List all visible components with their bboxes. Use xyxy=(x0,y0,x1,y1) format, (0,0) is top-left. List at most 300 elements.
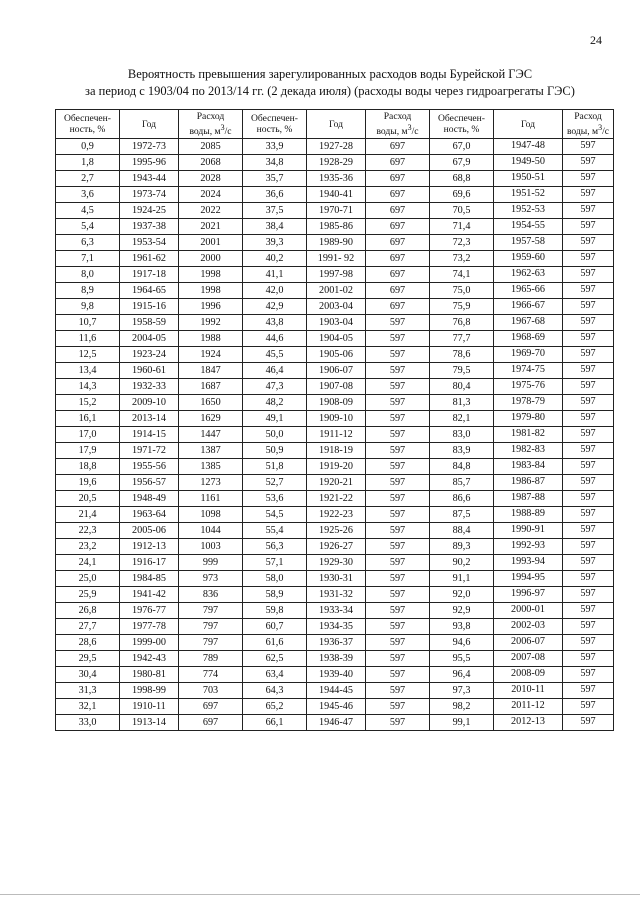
year-cell: 1967-68 xyxy=(494,315,563,331)
probability-cell: 16,1 xyxy=(56,411,120,427)
table-row xyxy=(56,715,614,731)
probability-cell: 90,2 xyxy=(430,555,494,571)
table-row xyxy=(56,587,614,603)
probability-cell: 69,6 xyxy=(430,187,494,203)
table-row xyxy=(56,427,614,443)
probability-cell: 45,5 xyxy=(243,347,307,363)
year-cell: 1988-89 xyxy=(494,507,563,523)
flow-cell: 1687 xyxy=(179,379,243,395)
flow-cell: 697 xyxy=(366,299,430,315)
probability-cell: 46,4 xyxy=(243,363,307,379)
flow-cell: 597 xyxy=(366,331,430,347)
table-row xyxy=(56,459,614,475)
year-cell: 1931-32 xyxy=(307,587,366,603)
probability-cell: 33,0 xyxy=(56,715,120,731)
flow-cell: 597 xyxy=(366,363,430,379)
probability-cell: 74,1 xyxy=(430,267,494,283)
year-cell: 1918-19 xyxy=(307,443,366,459)
probability-cell: 96,4 xyxy=(430,667,494,683)
table-row xyxy=(56,235,614,251)
flow-cell: 697 xyxy=(366,235,430,251)
flow-cell: 1447 xyxy=(179,427,243,443)
probability-cell: 99,1 xyxy=(430,715,494,731)
year-cell: 1934-35 xyxy=(307,619,366,635)
year-cell: 1923-24 xyxy=(120,347,179,363)
flow-cell: 597 xyxy=(563,283,614,299)
probability-cell: 64,3 xyxy=(243,683,307,699)
year-cell: 1961-62 xyxy=(120,251,179,267)
probability-cell: 44,6 xyxy=(243,331,307,347)
probability-cell: 35,7 xyxy=(243,171,307,187)
header-flow: Расход воды, $м^3/с$ xyxy=(179,110,243,139)
flow-cell: 1650 xyxy=(179,395,243,411)
table-row xyxy=(56,651,614,667)
flow-cell: 2085 xyxy=(179,139,243,155)
flow-cell: 1098 xyxy=(179,507,243,523)
flow-cell: 597 xyxy=(366,443,430,459)
flow-cell: 597 xyxy=(563,443,614,459)
year-cell: 1974-75 xyxy=(494,363,563,379)
flow-cell: 973 xyxy=(179,571,243,587)
probability-cell: 18,8 xyxy=(56,459,120,475)
table-row xyxy=(56,635,614,651)
flow-cell: 1161 xyxy=(179,491,243,507)
year-cell: 1994-95 xyxy=(494,571,563,587)
year-cell: 1947-48 xyxy=(494,139,563,155)
probability-cell: 8,0 xyxy=(56,267,120,283)
year-cell: 2011-12 xyxy=(494,699,563,715)
flow-cell: 597 xyxy=(366,635,430,651)
probability-cell: 86,6 xyxy=(430,491,494,507)
probability-cell: 31,3 xyxy=(56,683,120,699)
probability-cell: 72,3 xyxy=(430,235,494,251)
probability-cell: 3,6 xyxy=(56,187,120,203)
year-cell: 1975-76 xyxy=(494,379,563,395)
table-row xyxy=(56,683,614,699)
table-row xyxy=(56,443,614,459)
probability-cell: 97,3 xyxy=(430,683,494,699)
flow-cell: 597 xyxy=(366,315,430,331)
year-cell: 2002-03 xyxy=(494,619,563,635)
flow-cell: 597 xyxy=(563,187,614,203)
year-cell: 1991- 92 xyxy=(307,251,366,267)
flow-cell: 697 xyxy=(366,155,430,171)
year-cell: 1905-06 xyxy=(307,347,366,363)
flow-cell: 697 xyxy=(366,219,430,235)
flow-cell: 1998 xyxy=(179,283,243,299)
year-cell: 1938-39 xyxy=(307,651,366,667)
year-cell: 1992-93 xyxy=(494,539,563,555)
flow-cell: 597 xyxy=(366,411,430,427)
flow-cell: 597 xyxy=(563,411,614,427)
probability-cell: 24,1 xyxy=(56,555,120,571)
year-cell: 1981-82 xyxy=(494,427,563,443)
table-row xyxy=(56,347,614,363)
probability-cell: 23,2 xyxy=(56,539,120,555)
flow-cell: 597 xyxy=(366,427,430,443)
year-cell: 2007-08 xyxy=(494,651,563,667)
probability-cell: 54,5 xyxy=(243,507,307,523)
year-cell: 1999-00 xyxy=(120,635,179,651)
flow-cell: 2024 xyxy=(179,187,243,203)
table-row xyxy=(56,475,614,491)
probability-cell: 37,5 xyxy=(243,203,307,219)
probability-cell: 70,5 xyxy=(430,203,494,219)
year-cell: 1922-23 xyxy=(307,507,366,523)
flow-cell: 999 xyxy=(179,555,243,571)
flow-cell: 597 xyxy=(366,539,430,555)
probability-cell: 39,3 xyxy=(243,235,307,251)
probability-cell: 68,8 xyxy=(430,171,494,187)
flow-cell: 597 xyxy=(366,395,430,411)
year-cell: 1993-94 xyxy=(494,555,563,571)
flow-cell: 597 xyxy=(563,699,614,715)
probability-cell: 14,3 xyxy=(56,379,120,395)
year-cell: 1916-17 xyxy=(120,555,179,571)
table-row xyxy=(56,139,614,155)
header-year: Год xyxy=(494,110,563,139)
flow-cell: 597 xyxy=(563,683,614,699)
year-cell: 1985-86 xyxy=(307,219,366,235)
year-cell: 1941-42 xyxy=(120,587,179,603)
probability-cell: 55,4 xyxy=(243,523,307,539)
flow-cell: 597 xyxy=(563,603,614,619)
probability-cell: 26,8 xyxy=(56,603,120,619)
table-row xyxy=(56,379,614,395)
flow-cell: 1924 xyxy=(179,347,243,363)
year-cell: 2000-01 xyxy=(494,603,563,619)
flow-cell: 597 xyxy=(563,331,614,347)
probability-cell: 53,6 xyxy=(243,491,307,507)
flow-cell: 2028 xyxy=(179,171,243,187)
probability-cell: 84,8 xyxy=(430,459,494,475)
year-cell: 1915-16 xyxy=(120,299,179,315)
flow-cell: 797 xyxy=(179,635,243,651)
probability-cell: 73,2 xyxy=(430,251,494,267)
probability-cell: 7,1 xyxy=(56,251,120,267)
flow-cell: 836 xyxy=(179,587,243,603)
flow-cell: 703 xyxy=(179,683,243,699)
flow-cell: 597 xyxy=(366,459,430,475)
probability-cell: 8,9 xyxy=(56,283,120,299)
table-row xyxy=(56,299,614,315)
year-cell: 1932-33 xyxy=(120,379,179,395)
probability-cell: 0,9 xyxy=(56,139,120,155)
flow-cell: 1385 xyxy=(179,459,243,475)
flow-cell: 597 xyxy=(563,235,614,251)
year-cell: 1968-69 xyxy=(494,331,563,347)
flow-cell: 697 xyxy=(366,171,430,187)
header-flow: Расход воды, $м^3/с$ xyxy=(563,110,614,139)
probability-cell: 89,3 xyxy=(430,539,494,555)
flow-cell: 774 xyxy=(179,667,243,683)
document-title xyxy=(40,66,620,100)
probability-cell: 57,1 xyxy=(243,555,307,571)
probability-cell: 75,0 xyxy=(430,283,494,299)
flow-cell: 597 xyxy=(563,539,614,555)
year-cell: 1940-41 xyxy=(307,187,366,203)
table-row xyxy=(56,315,614,331)
flow-cell: 1988 xyxy=(179,331,243,347)
flow-cell: 1998 xyxy=(179,267,243,283)
year-cell: 1935-36 xyxy=(307,171,366,187)
flow-cell: 597 xyxy=(563,347,614,363)
probability-cell: 17,9 xyxy=(56,443,120,459)
flow-cell: 797 xyxy=(179,619,243,635)
probability-cell: 75,9 xyxy=(430,299,494,315)
probability-table xyxy=(55,109,614,731)
probability-cell: 38,4 xyxy=(243,219,307,235)
probability-cell: 1,8 xyxy=(56,155,120,171)
year-cell: 2009-10 xyxy=(120,395,179,411)
year-cell: 1973-74 xyxy=(120,187,179,203)
flow-cell: 597 xyxy=(366,475,430,491)
probability-cell: 33,9 xyxy=(243,139,307,155)
flow-cell: 1996 xyxy=(179,299,243,315)
flow-cell: 597 xyxy=(563,139,614,155)
year-cell: 1949-50 xyxy=(494,155,563,171)
table-row xyxy=(56,667,614,683)
year-cell: 1964-65 xyxy=(120,283,179,299)
probability-cell: 2,7 xyxy=(56,171,120,187)
probability-cell: 22,3 xyxy=(56,523,120,539)
probability-cell: 66,1 xyxy=(243,715,307,731)
year-cell: 1996-97 xyxy=(494,587,563,603)
flow-cell: 597 xyxy=(366,603,430,619)
year-cell: 1920-21 xyxy=(307,475,366,491)
table-row xyxy=(56,283,614,299)
probability-cell: 21,4 xyxy=(56,507,120,523)
table-row xyxy=(56,571,614,587)
flow-cell: 597 xyxy=(366,347,430,363)
probability-cell: 95,5 xyxy=(430,651,494,667)
year-cell: 1998-99 xyxy=(120,683,179,699)
table-row xyxy=(56,555,614,571)
title-line-1: Вероятность превышения зарегулированных расходов воды Бурейской ГЭС xyxy=(127,67,533,81)
scan-edge-line xyxy=(0,894,640,895)
year-cell: 1962-63 xyxy=(494,267,563,283)
probability-cell: 61,6 xyxy=(243,635,307,651)
probability-cell: 42,0 xyxy=(243,283,307,299)
flow-cell: 2000 xyxy=(179,251,243,267)
probability-cell: 93,8 xyxy=(430,619,494,635)
year-cell: 1955-56 xyxy=(120,459,179,475)
year-cell: 2001-02 xyxy=(307,283,366,299)
year-cell: 1928-29 xyxy=(307,155,366,171)
year-cell: 1978-79 xyxy=(494,395,563,411)
flow-cell: 1629 xyxy=(179,411,243,427)
probability-cell: 71,4 xyxy=(430,219,494,235)
flow-cell: 597 xyxy=(563,491,614,507)
table-row xyxy=(56,491,614,507)
year-cell: 1933-34 xyxy=(307,603,366,619)
probability-cell: 29,5 xyxy=(56,651,120,667)
year-cell: 2005-06 xyxy=(120,523,179,539)
year-cell: 2010-11 xyxy=(494,683,563,699)
flow-cell: 1273 xyxy=(179,475,243,491)
year-cell: 1946-47 xyxy=(307,715,366,731)
flow-cell: 597 xyxy=(366,507,430,523)
probability-cell: 92,9 xyxy=(430,603,494,619)
probability-cell: 79,5 xyxy=(430,363,494,379)
year-cell: 1913-14 xyxy=(120,715,179,731)
probability-cell: 19,6 xyxy=(56,475,120,491)
table-row xyxy=(56,603,614,619)
probability-cell: 13,4 xyxy=(56,363,120,379)
probability-cell: 48,2 xyxy=(243,395,307,411)
flow-cell: 597 xyxy=(366,667,430,683)
flow-cell: 2001 xyxy=(179,235,243,251)
header-year: Год xyxy=(307,110,366,139)
probability-cell: 36,6 xyxy=(243,187,307,203)
flow-cell: 597 xyxy=(563,475,614,491)
table-body xyxy=(56,139,614,731)
flow-cell: 1847 xyxy=(179,363,243,379)
probability-table-container xyxy=(55,109,614,731)
probability-cell: 51,8 xyxy=(243,459,307,475)
probability-cell: 47,3 xyxy=(243,379,307,395)
table-row xyxy=(56,267,614,283)
table-row xyxy=(56,523,614,539)
probability-cell: 25,0 xyxy=(56,571,120,587)
year-cell: 1987-88 xyxy=(494,491,563,507)
year-cell: 1904-05 xyxy=(307,331,366,347)
probability-cell: 12,5 xyxy=(56,347,120,363)
year-cell: 1927-28 xyxy=(307,139,366,155)
table-row xyxy=(56,411,614,427)
flow-cell: 597 xyxy=(563,363,614,379)
flow-cell: 697 xyxy=(366,203,430,219)
table-row xyxy=(56,363,614,379)
probability-cell: 4,5 xyxy=(56,203,120,219)
table-row xyxy=(56,395,614,411)
year-cell: 1963-64 xyxy=(120,507,179,523)
year-cell: 1903-04 xyxy=(307,315,366,331)
probability-cell: 43,8 xyxy=(243,315,307,331)
header-flow: Расход воды, $м^3/с$ xyxy=(366,110,430,139)
year-cell: 1930-31 xyxy=(307,571,366,587)
year-cell: 1966-67 xyxy=(494,299,563,315)
probability-cell: 62,5 xyxy=(243,651,307,667)
header-probability: Обеспечен- ность, % xyxy=(56,110,120,139)
year-cell: 1959-60 xyxy=(494,251,563,267)
year-cell: 1989-90 xyxy=(307,235,366,251)
flow-cell: 597 xyxy=(563,203,614,219)
year-cell: 1956-57 xyxy=(120,475,179,491)
year-cell: 1937-38 xyxy=(120,219,179,235)
flow-cell: 597 xyxy=(563,507,614,523)
probability-cell: 94,6 xyxy=(430,635,494,651)
flow-cell: 697 xyxy=(366,139,430,155)
probability-cell: 41,1 xyxy=(243,267,307,283)
year-cell: 1979-80 xyxy=(494,411,563,427)
year-cell: 1950-51 xyxy=(494,171,563,187)
probability-cell: 65,2 xyxy=(243,699,307,715)
year-cell: 1906-07 xyxy=(307,363,366,379)
flow-cell: 597 xyxy=(563,379,614,395)
probability-cell: 77,7 xyxy=(430,331,494,347)
year-cell: 1957-58 xyxy=(494,235,563,251)
flow-cell: 597 xyxy=(366,699,430,715)
year-cell: 1914-15 xyxy=(120,427,179,443)
probability-cell: 67,0 xyxy=(430,139,494,155)
table-row xyxy=(56,699,614,715)
year-cell: 1919-20 xyxy=(307,459,366,475)
probability-cell: 6,3 xyxy=(56,235,120,251)
year-cell: 1982-83 xyxy=(494,443,563,459)
probability-cell: 56,3 xyxy=(243,539,307,555)
table-row xyxy=(56,619,614,635)
flow-cell: 2068 xyxy=(179,155,243,171)
year-cell: 1917-18 xyxy=(120,267,179,283)
probability-cell: 30,4 xyxy=(56,667,120,683)
probability-cell: 60,7 xyxy=(243,619,307,635)
flow-cell: 1387 xyxy=(179,443,243,459)
title-line-2: за период с 1903/04 по 2013/14 гг. (2 декада июля) (расходы воды через гидроагрегаты ГЭС) xyxy=(85,84,575,98)
year-cell: 1912-13 xyxy=(120,539,179,555)
probability-cell: 50,9 xyxy=(243,443,307,459)
year-cell: 1908-09 xyxy=(307,395,366,411)
table-row xyxy=(56,251,614,267)
year-cell: 1976-77 xyxy=(120,603,179,619)
year-cell: 1936-37 xyxy=(307,635,366,651)
flow-cell: 2022 xyxy=(179,203,243,219)
probability-cell: 40,2 xyxy=(243,251,307,267)
flow-cell: 597 xyxy=(563,587,614,603)
flow-cell: 797 xyxy=(179,603,243,619)
flow-cell: 1992 xyxy=(179,315,243,331)
flow-cell: 1044 xyxy=(179,523,243,539)
flow-cell: 697 xyxy=(366,267,430,283)
flow-cell: 597 xyxy=(563,267,614,283)
flow-cell: 597 xyxy=(366,555,430,571)
header-probability: Обеспечен- ность, % xyxy=(243,110,307,139)
year-cell: 1952-53 xyxy=(494,203,563,219)
year-cell: 1944-45 xyxy=(307,683,366,699)
probability-cell: 98,2 xyxy=(430,699,494,715)
probability-cell: 92,0 xyxy=(430,587,494,603)
year-cell: 1990-91 xyxy=(494,523,563,539)
flow-cell: 597 xyxy=(366,651,430,667)
year-cell: 1951-52 xyxy=(494,187,563,203)
year-cell: 1953-54 xyxy=(120,235,179,251)
flow-cell: 2021 xyxy=(179,219,243,235)
flow-cell: 597 xyxy=(563,619,614,635)
year-cell: 2012-13 xyxy=(494,715,563,731)
flow-cell: 597 xyxy=(563,299,614,315)
year-cell: 1909-10 xyxy=(307,411,366,427)
year-cell: 1997-98 xyxy=(307,267,366,283)
probability-cell: 25,9 xyxy=(56,587,120,603)
probability-cell: 20,5 xyxy=(56,491,120,507)
year-cell: 2008-09 xyxy=(494,667,563,683)
year-cell: 1970-71 xyxy=(307,203,366,219)
flow-cell: 597 xyxy=(563,715,614,731)
table-row xyxy=(56,155,614,171)
year-cell: 1980-81 xyxy=(120,667,179,683)
flow-cell: 597 xyxy=(366,619,430,635)
probability-cell: 10,7 xyxy=(56,315,120,331)
probability-cell: 15,2 xyxy=(56,395,120,411)
probability-cell: 88,4 xyxy=(430,523,494,539)
flow-cell: 597 xyxy=(563,571,614,587)
table-row xyxy=(56,539,614,555)
year-cell: 2013-14 xyxy=(120,411,179,427)
table-header-row xyxy=(56,110,614,139)
flow-cell: 597 xyxy=(366,715,430,731)
flow-cell: 597 xyxy=(366,491,430,507)
year-cell: 1971-72 xyxy=(120,443,179,459)
